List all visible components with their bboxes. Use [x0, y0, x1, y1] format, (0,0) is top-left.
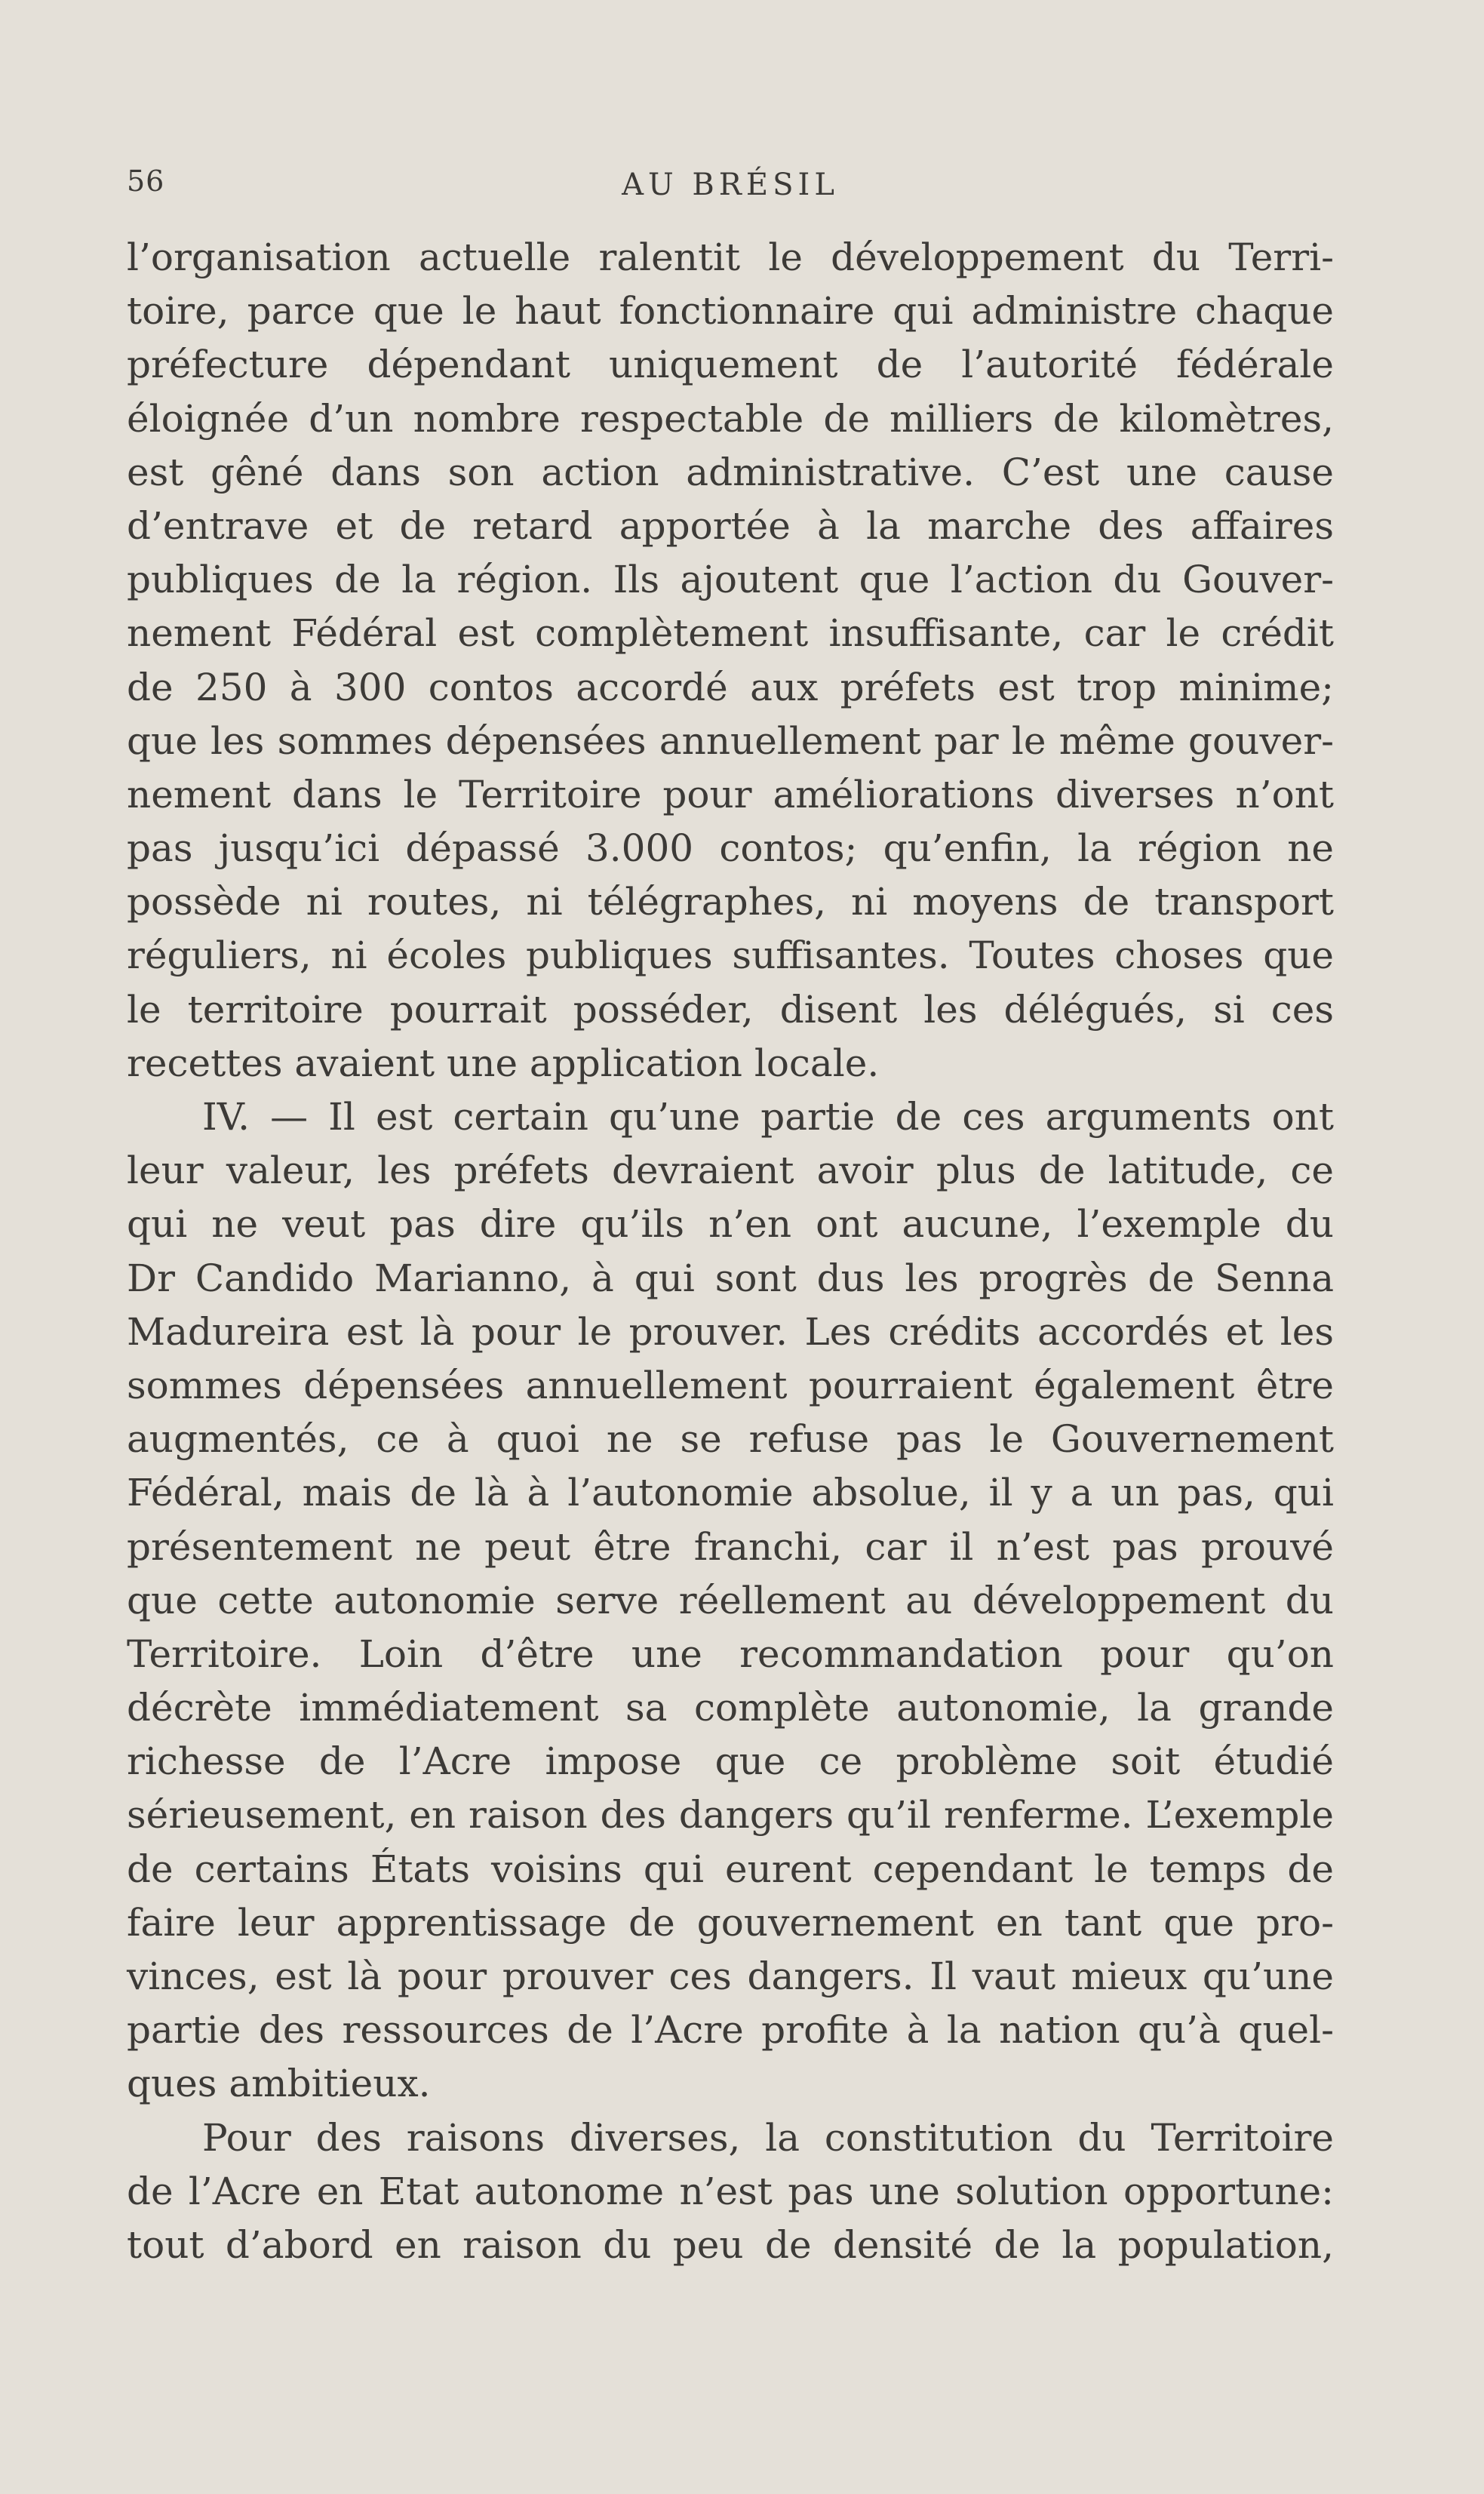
text-line: leur valeur, les préfets devraient avoir plus de latitude, ce — [127, 1149, 1334, 1193]
text-line: recettes avaient une application locale. — [127, 1041, 880, 1085]
text-line: que cette autonomie serve réellement au développement du — [127, 1578, 1334, 1622]
text-line: de 250 à 300 contos accordé aux préfets est trop minime; — [127, 665, 1334, 709]
text-line: toire, parce que le haut fonctionnaire qui administre chaque — [127, 289, 1334, 334]
text-line: le territoire pourrait posséder, disent les délégués, si ces — [127, 987, 1334, 1032]
text-line: possède ni routes, ni télégraphes, ni moyens de transport — [127, 880, 1334, 924]
text-line: publiques de la région. Ils ajoutent que l’action du Gouver- — [127, 558, 1334, 602]
text-line: nement dans le Territoire pour améliorations diverses n’ont — [127, 772, 1334, 816]
text-line: sommes dépensées annuellement pourraient également être — [127, 1363, 1334, 1407]
text-line: préfecture dépendant uniquement de l’autorité fédérale — [127, 343, 1334, 387]
text-line: faire leur apprentissage de gouvernement en tant que pro- — [127, 1900, 1334, 1945]
text-line: est gêné dans son action administrative. C’est une cause — [127, 450, 1334, 494]
text-line: décrète immédiatement sa complète autonomie, la grande — [127, 1686, 1334, 1730]
text-line: présentement ne peut être franchi, car il n’est pas prouvé — [127, 1524, 1334, 1569]
text-line: tout d’abord en raison du peu de densité de la population, — [127, 2222, 1334, 2267]
text-line: ques ambitieux. — [127, 2062, 431, 2106]
page-number: 56 — [127, 165, 165, 198]
body-text — [127, 231, 1334, 2272]
text-line: d’entrave et de retard apportée à la marche des affaires — [127, 503, 1334, 548]
text-line: Pour des raisons diverses, la constitution du Territoire — [202, 2115, 1334, 2160]
text-line: éloignée d’un nombre respectable de milliers de kilomètres, — [127, 396, 1334, 441]
running-head: AU BRÉSIL — [622, 168, 839, 202]
text-line: pas jusqu’ici dépassé 3.000 contos; qu’enfin, la région ne — [127, 826, 1334, 871]
text-line: nement Fédéral est complètement insuffisante, car le crédit — [127, 611, 1334, 656]
text-line: augmentés, ce à quoi ne se refuse pas le Gouvernement — [127, 1417, 1334, 1462]
text-line: que les sommes dépensées annuellement par le même gouver- — [127, 718, 1334, 763]
text-line: l’organisation actuelle ralentit le développement du Terri- — [127, 235, 1334, 279]
text-line: Dr Candido Marianno, à qui sont dus les progrès de Senna — [127, 1256, 1334, 1300]
text-line: sérieusement, en raison des dangers qu’il renferme. L’exemple — [127, 1793, 1334, 1837]
text-line: qui ne veut pas dire qu’ils n’en ont aucune, l’exemple du — [127, 1202, 1334, 1247]
text-line: IV. — Il est certain qu’une partie de ces arguments ont — [202, 1095, 1334, 1139]
text-line: réguliers, ni écoles publiques suffisantes. Toutes choses que — [127, 933, 1334, 978]
text-line: richesse de l’Acre impose que ce problème soit étudié — [127, 1739, 1334, 1784]
text-line: vinces, est là pour prouver ces dangers. Il vaut mieux qu’une — [127, 1954, 1334, 1998]
text-line: Fédéral, mais de là à l’autonomie absolue, il y a un pas, qui — [127, 1471, 1334, 1515]
text-line: Territoire. Loin d’être une recommandation pour qu’on — [127, 1631, 1334, 1676]
text-line: de certains États voisins qui eurent cependant le temps de — [127, 1847, 1334, 1891]
text-line: partie des ressources de l’Acre profite à la nation qu’à quel- — [127, 2008, 1334, 2053]
text-line: Madureira est là pour le prouver. Les crédits accordés et les — [127, 1309, 1334, 1354]
text-line: de l’Acre en Etat autonome n’est pas une solution opportune: — [127, 2169, 1334, 2213]
page-header — [127, 165, 1334, 210]
